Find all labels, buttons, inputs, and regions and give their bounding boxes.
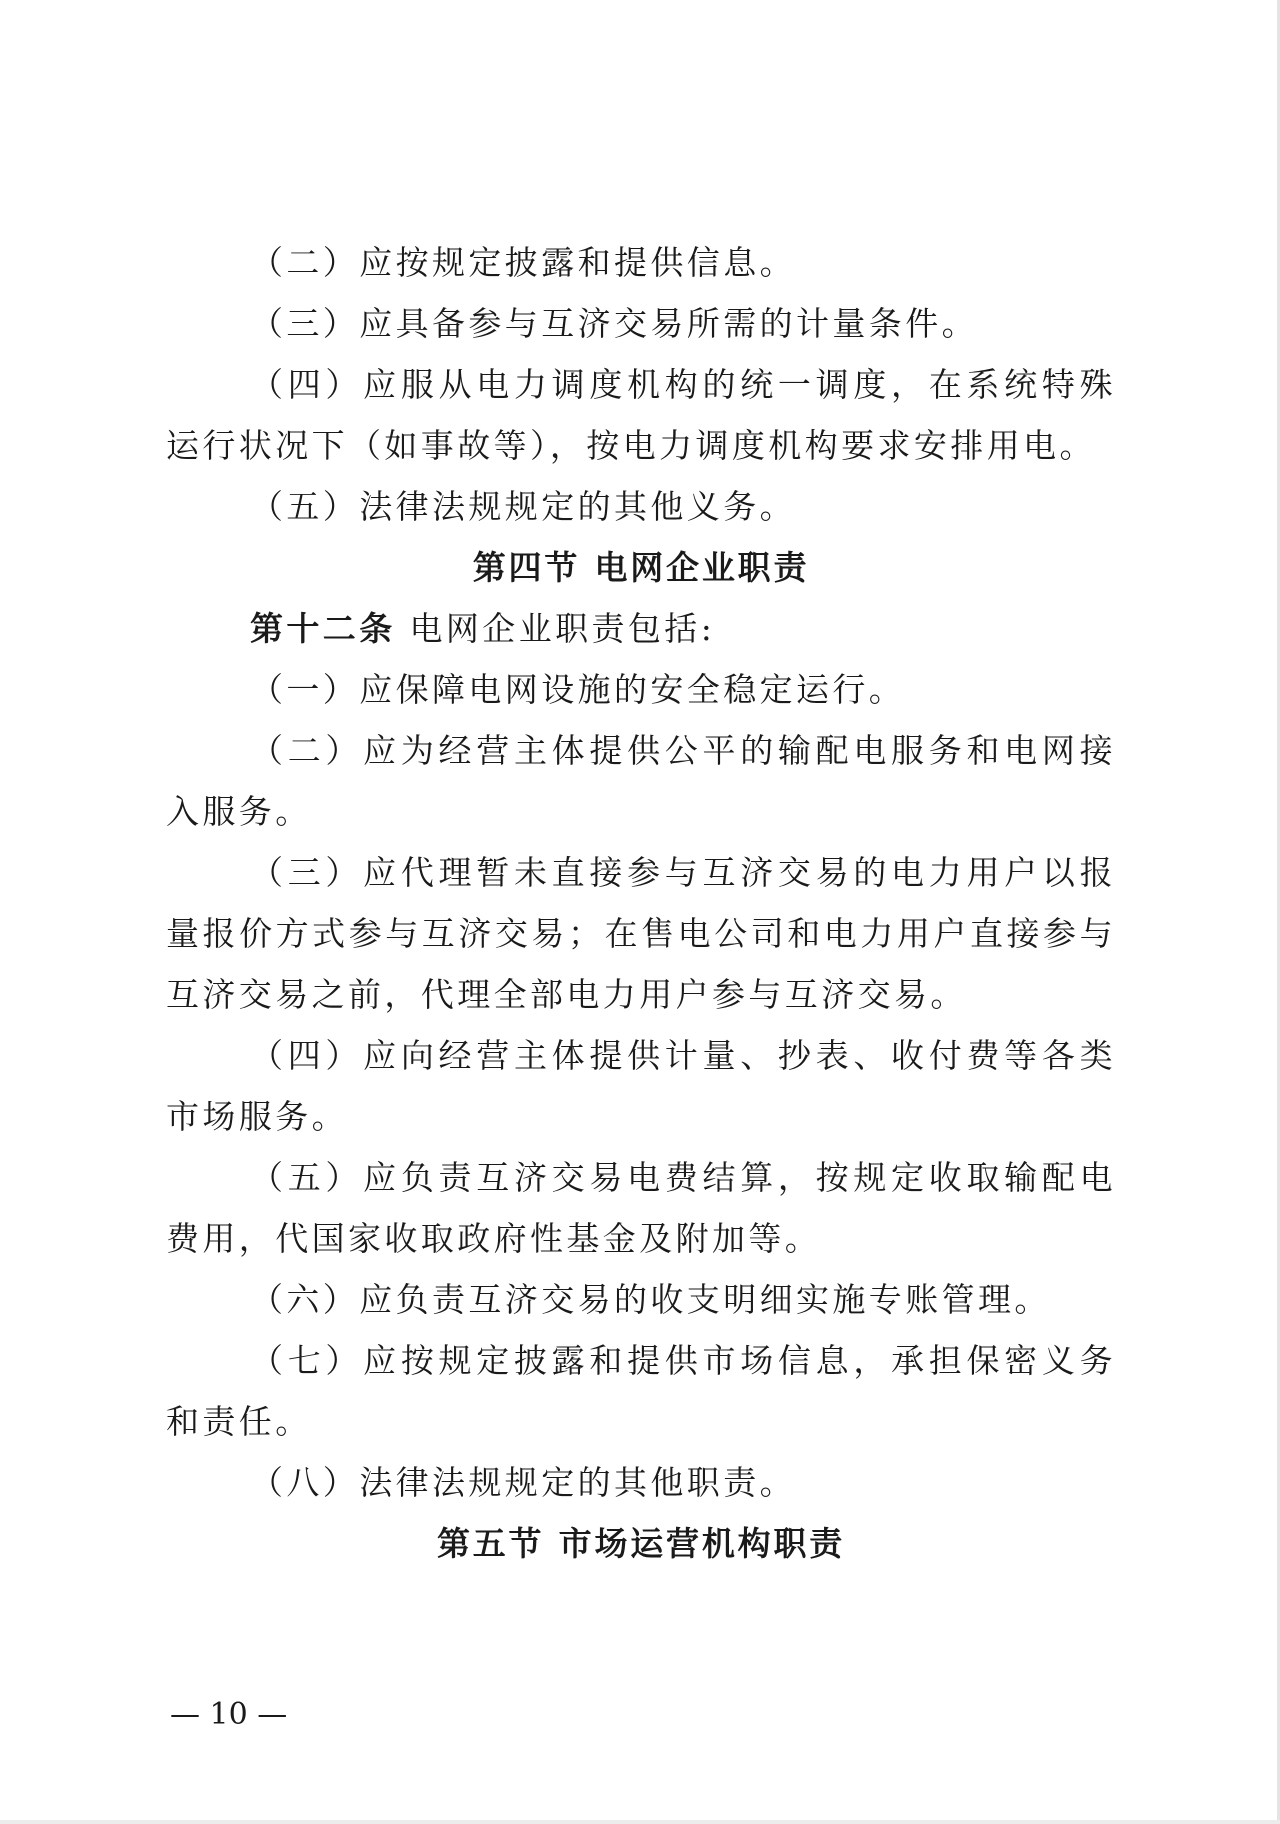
article-12 <box>166 598 1116 659</box>
duty-item-8: （八）法律法规规定的其他职责。 <box>250 1463 796 1502</box>
duty-item-2: （二）应为经营主体提供公平的输配电服务和电网接入服务。 <box>166 731 1116 831</box>
section-heading-5: 第五节 市场运营机构职责 <box>436 1524 846 1563</box>
paragraph-item-3: （三）应具备参与互济交易所需的计量条件。 <box>250 304 978 343</box>
page-bottom-edge <box>0 1820 1280 1824</box>
duty-item-5: （五）应负责互济交易电费结算，按规定收取输配电费用，代国家收取政府性基金及附加等。 <box>166 1158 1116 1258</box>
duty-item-1: （一）应保障电网设施的安全稳定运行。 <box>250 670 906 709</box>
document-body <box>166 232 1116 1574</box>
duty-item-7: （七）应按规定披露和提供市场信息，承担保密义务和责任。 <box>166 1341 1116 1441</box>
duty-item-3: （三）应代理暂未直接参与互济交易的电力用户以报量报价方式参与互济交易；在售电公司和电力用户直接参与互济交易之前，代理全部电力用户参与互济交易。 <box>166 853 1116 1014</box>
paragraph-item-4: （四）应服从电力调度机构的统一调度，在系统特殊运行状况下（如事故等），按电力调度机构要求安排用电。 <box>166 365 1116 465</box>
article-12-title: 第十二条 <box>250 609 396 648</box>
paragraph-item-2: （二）应按规定披露和提供信息。 <box>250 243 796 282</box>
page-number: — 10 — <box>170 1697 288 1732</box>
duty-item-4: （四）应向经营主体提供计量、抄表、收付费等各类市场服务。 <box>166 1036 1116 1136</box>
article-12-text: 电网企业职责包括: <box>395 609 716 648</box>
duty-item-6: （六）应负责互济交易的收支明细实施专账管理。 <box>250 1280 1051 1319</box>
section-heading-4: 第四节 电网企业职责 <box>472 548 810 587</box>
paragraph-item-5: （五）法律法规规定的其他义务。 <box>250 487 796 526</box>
